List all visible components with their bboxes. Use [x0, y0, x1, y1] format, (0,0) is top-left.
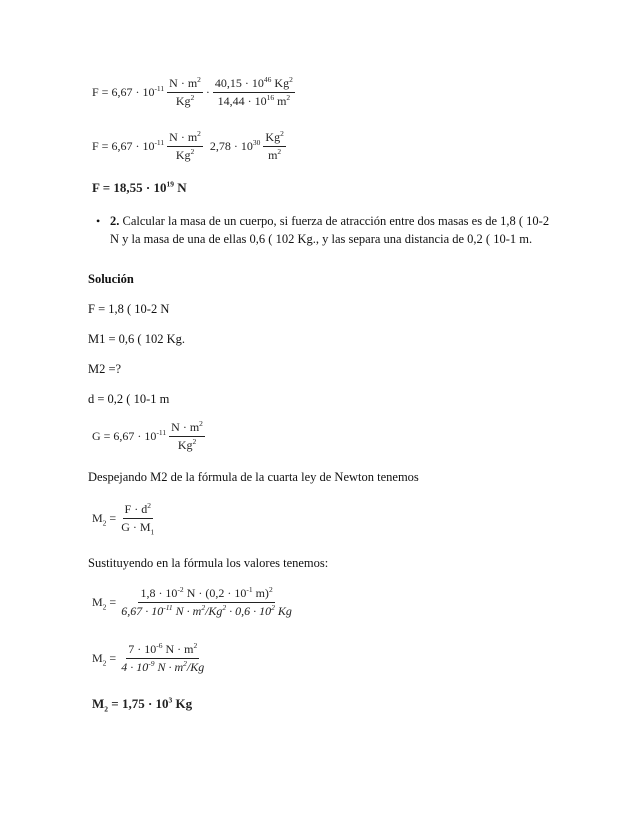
equation-force-1: $F = 6,67 \cdot 10^{-11}$ $\frac{N \cdot m^2}{Kg^2}$ · $\frac{40,15 \cdot 10^{46} Kg^2}{14,44 \cdot 10^{16} m^2}$	[92, 75, 293, 108]
problem-number: 2.	[110, 214, 120, 228]
given-mass-1: M1 = 0,6 ( 102 Kg.	[88, 332, 185, 346]
given-force: F = 1,8 ( 10-2 N	[88, 302, 170, 316]
eq2-fraction-kg-m: $\frac{Kg^2}{m^2}$	[265, 129, 284, 162]
eq2-lhs: $F = 6,67 \cdot 10^{-11}$	[92, 138, 165, 153]
given-distance: d = 0,2 ( 10-1 m	[88, 392, 170, 406]
given-mass-2: M2 =?	[88, 362, 122, 376]
eq2-fraction-units: $\frac{N \cdot m^2}{Kg^2}$	[169, 129, 201, 162]
eq1-lhs: $F = 6,67 \cdot 10^{-11}$	[92, 84, 165, 99]
eq1-fraction-units: $\frac{N \cdot m^2}{Kg^2}$	[169, 75, 201, 108]
text-despejando: Despejando M2 de la fórmula de la cuarta ley de Newton tenemos	[88, 470, 419, 484]
equation-force-result: $F = 18,55 \cdot 10^{19}$ N	[92, 179, 187, 195]
equation-substitution-1: $M_2$ = $\frac{1,8 \cdot 10^{-2} N \cdot (0,2 \cdot 10^{-1} m)^2}{6,67 \cdot 10^{-11} N \cdot m^2/Kg^2 \cdot 0,6 \cdot 10^2 Kg}$	[92, 585, 292, 618]
bullet-icon: •	[96, 214, 101, 228]
equation-force-2: $F = 6,67 \cdot 10^{-11}$ $\frac{N \cdot m^2}{Kg^2}$ $2,78 \cdot 10^{30}$ $\frac{Kg^2}{m^2}$	[92, 129, 284, 162]
equation-m2-formula: $M_2$ = $\frac{F \cdot d^2}{G \cdot M_1}$	[92, 501, 155, 537]
eq1-fraction-values: $\frac{40,15 \cdot 10^{46} Kg^2}{14,44 \cdot 10^{16} m^2}$	[214, 75, 293, 108]
problem-list-item	[96, 212, 550, 248]
equation-gravity-constant: $G = 6,67 \cdot 10^{-11}$ $\frac{N \cdot m^2}{Kg^2}$	[92, 419, 203, 452]
solution-heading: Solución	[88, 272, 134, 286]
equation-mass-result: $M_2 = 1,75 \cdot 10^3$ Kg	[92, 695, 193, 714]
equation-substitution-2: $M_2$ = $\frac{7 \cdot 10^{-6} N \cdot m^2}{4 \cdot 10^{-9} N \cdot m^2/Kg}$	[92, 641, 205, 674]
text-sustituyendo: Sustituyendo en la fórmula los valores tenemos:	[88, 556, 329, 570]
problem-text: Calcular la masa de un cuerpo, si fuerza de atracción entre dos masas es de 1,8 ( 10-2 N y la masa de una de ellas 0,6 ( 102 Kg., y las separa una distancia de 0,2 ( 10-1 m.	[110, 214, 550, 246]
